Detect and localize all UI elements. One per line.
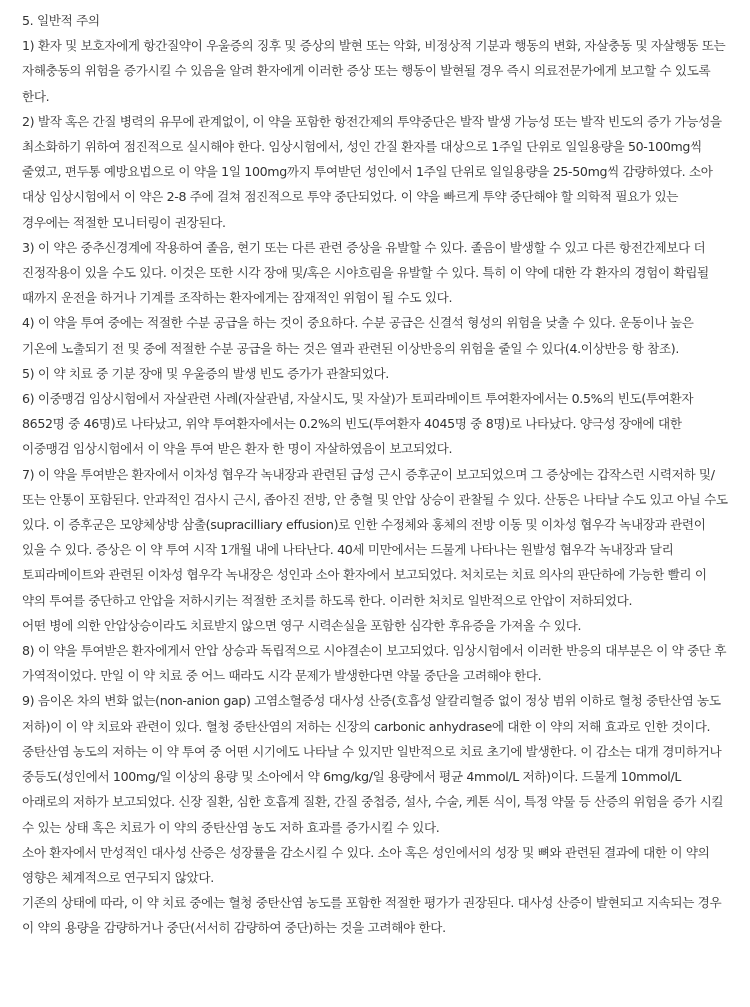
paragraph-9: 9) 음이온 차의 변화 없는(non-anion gap) 고염소혈증성 대사성 산증(호흡성 알칼리혈증 없이 정상 범위 이하로 혈청 중탄산염 농도 저하)이 이 약 치료와 관련이 있다. 혈청 중탄산염의 저하는 신장의 carbonic anhydrase에 대한 이 약의 저해 효과로 인한 것이다. 중탄산염 농도의 저하는 이 약 투여 중 어떤 시기에도 나타날 수 있지만 일반적으로 치료 초기에 발생한다. 이 감소는 대개 경미하거나 중등도(성인에서 100mg/일 이상의 용량 및 소아에서 약 6mg/kg/일 용량에서 평균 4mmol/L 저하)이다. 드물게 10mmol/L 아래로의 저하가 보고되었다. 신장 질환, 심한 호흡계 질환, 간질 중첩증, 설사, 수술, 케톤 식이, 특정 약물 등 산증의 위험을 증가 시킬 수 있는 상태 혹은 치료가 이 약의 중탄산염 농도 저하 효과를 증가시킬 수 있다. — [22, 693, 724, 835]
paragraph-3: 3) 이 약은 중추신경계에 작용하여 졸음, 현기 또는 다른 관련 증상을 유발할 수 있다. 졸음이 발생할 수 있고 다른 항전간제보다 더 진정작용이 있을 수도 있다. 이것은 또한 시각 장애 및/혹은 시야흐림을 유발할 수 있다. 특히 이 약에 대한 각 환자의 경험이 확립될 때까지 운전을 하거나 기계를 조작하는 환자에게는 잠재적인 위험이 될 수도 있다. — [22, 239, 709, 306]
paragraph-9-assessment: 기존의 상태에 따라, 이 약 치료 중에는 혈청 중탄산염 농도를 포함한 적절한 평가가 권장된다. 대사성 산증이 발현되고 지속되는 경우 이 약의 용량을 감량하거나 중단(서서히 감량하여 중단)하는 것을 고려해야 한다. — [22, 895, 722, 936]
paragraph-4: 4) 이 약을 투여 중에는 적절한 수분 공급을 하는 것이 중요하다. 수분 공급은 신결석 형성의 위험을 낮출 수 있다. 운동이나 높은 기온에 노출되기 전 및 중에 적절한 수분 공급을 하는 것은 열과 관련된 이상반응의 위험을 줄일 수 있다(4.이상반응 항 참조). — [22, 315, 694, 356]
paragraph-1: 1) 환자 및 보호자에게 항간질약이 우울증의 징후 및 증상의 발현 또는 악화, 비정상적 기분과 행동의 변화, 자살충동 및 자살행동 또는 자해충동의 위험을 증가시킬 수 있음을 알려 환자에게 이러한 증상 또는 행동이 발현될 경우 즉시 의료전문가에게 보고할 수 있도록 한다. — [22, 38, 726, 104]
section-title: 5. 일반적 주의 — [22, 13, 100, 28]
paragraph-6: 6) 이중맹검 임상시험에서 자살관련 사례(자살관념, 자살시도, 및 자살)가 토피라메이트 투여환자에서는 0.5%의 빈도(투여환자 8652명 중 46명)로 나타났고, 위약 투여환자에서는 0.2%의 빈도(투여환자 4045명 중 8명)로 나타났다. 양극성 장애에 대한 이중맹검 임상시험에서 이 약을 투여 받은 환자 한 명이 자살하였음이 보고되었다. — [22, 391, 694, 457]
paragraph-2: 2) 발작 혹은 간질 병력의 유무에 관계없이, 이 약을 포함한 항전간제의 투약중단은 발작 발생 가능성 또는 발작 빈도의 증가 가능성을 최소화하기 위하여 점진적으로 실시해야 한다. 임상시험에서, 성인 간질 환자를 대상으로 1주일 단위로 일일용량을 50-100mg씩 줄였고, 편두통 예방요법으로 이 약을 1일 100mg까지 투여받던 성인에서 1주일 단위로 일일용량을 25-50mg씩 감량하였다. 소아 대상 임상시험에서 이 약은 2-8 주에 걸쳐 점진적으로 투약 중단되었다. 이 약을 빠르게 투약 중단해야 할 의학적 필요가 있는 경우에는 적절한 모니터링이 권장된다. — [22, 113, 722, 230]
paragraph-9-pediatric: 소아 환자에서 만성적인 대사성 산증은 성장률을 감소시킬 수 있다. 소아 혹은 성인에서의 성장 및 뼈와 관련된 결과에 대한 이 약의 영향은 체계적으로 연구되지 않았다. — [22, 844, 710, 885]
paragraph-8: 8) 이 약을 투여받은 환자에게서 안압 상승과 독립적으로 시야결손이 보고되었다. 임상시험에서 이러한 반응의 대부분은 이 약 중단 후 가역적이었다. 만일 이 약 치료 중 어느 때라도 시각 문제가 발생한다면 약물 중단을 고려해야 한다. — [22, 643, 727, 684]
paragraph-7: 7) 이 약을 투여받은 환자에서 이차성 협우각 녹내장과 관련된 급성 근시 증후군이 보고되었으며 그 증상에는 갑작스런 시력저하 및/또는 안통이 포함된다. 안과적인 검사시 근시, 좁아진 전방, 안 충혈 및 안압 상승이 관찰될 수 있다. 산동은 나타날 수도 있고 아닐 수도 있다. 이 증후군은 모양체상방 삼출(supracilliary effusion)로 인한 수정체와 홍체의 전방 이동 및 이차성 협우각 녹내장과 관련이 있을 수 있다. 증상은 이 약 투여 시작 1개월 내에 나타난다. 40세 미만에서는 드물게 나타나는 원발성 협우각 녹내장과 달리 토피라메이트와 관련된 이차성 협우각 녹내장은 성인과 소아 환자에서 보고되었다. 처치로는 치료 의사의 판단하에 가능한 빨리 이 약의 투여를 중단하고 안압을 저하시키는 적절한 조치를 하도록 한다. 이러한 처치로 일반적으로 안압이 저하되었다. — [22, 466, 728, 608]
paragraph-7-note: 어떤 병에 의한 안압상승이라도 치료받지 않으면 영구 시력손실을 포함한 심각한 후유증을 가져올 수 있다. — [22, 617, 582, 633]
paragraph-5: 5) 이 약 치료 중 기분 장애 및 우울증의 발생 빈도 증가가 관찰되었다. — [22, 365, 389, 381]
